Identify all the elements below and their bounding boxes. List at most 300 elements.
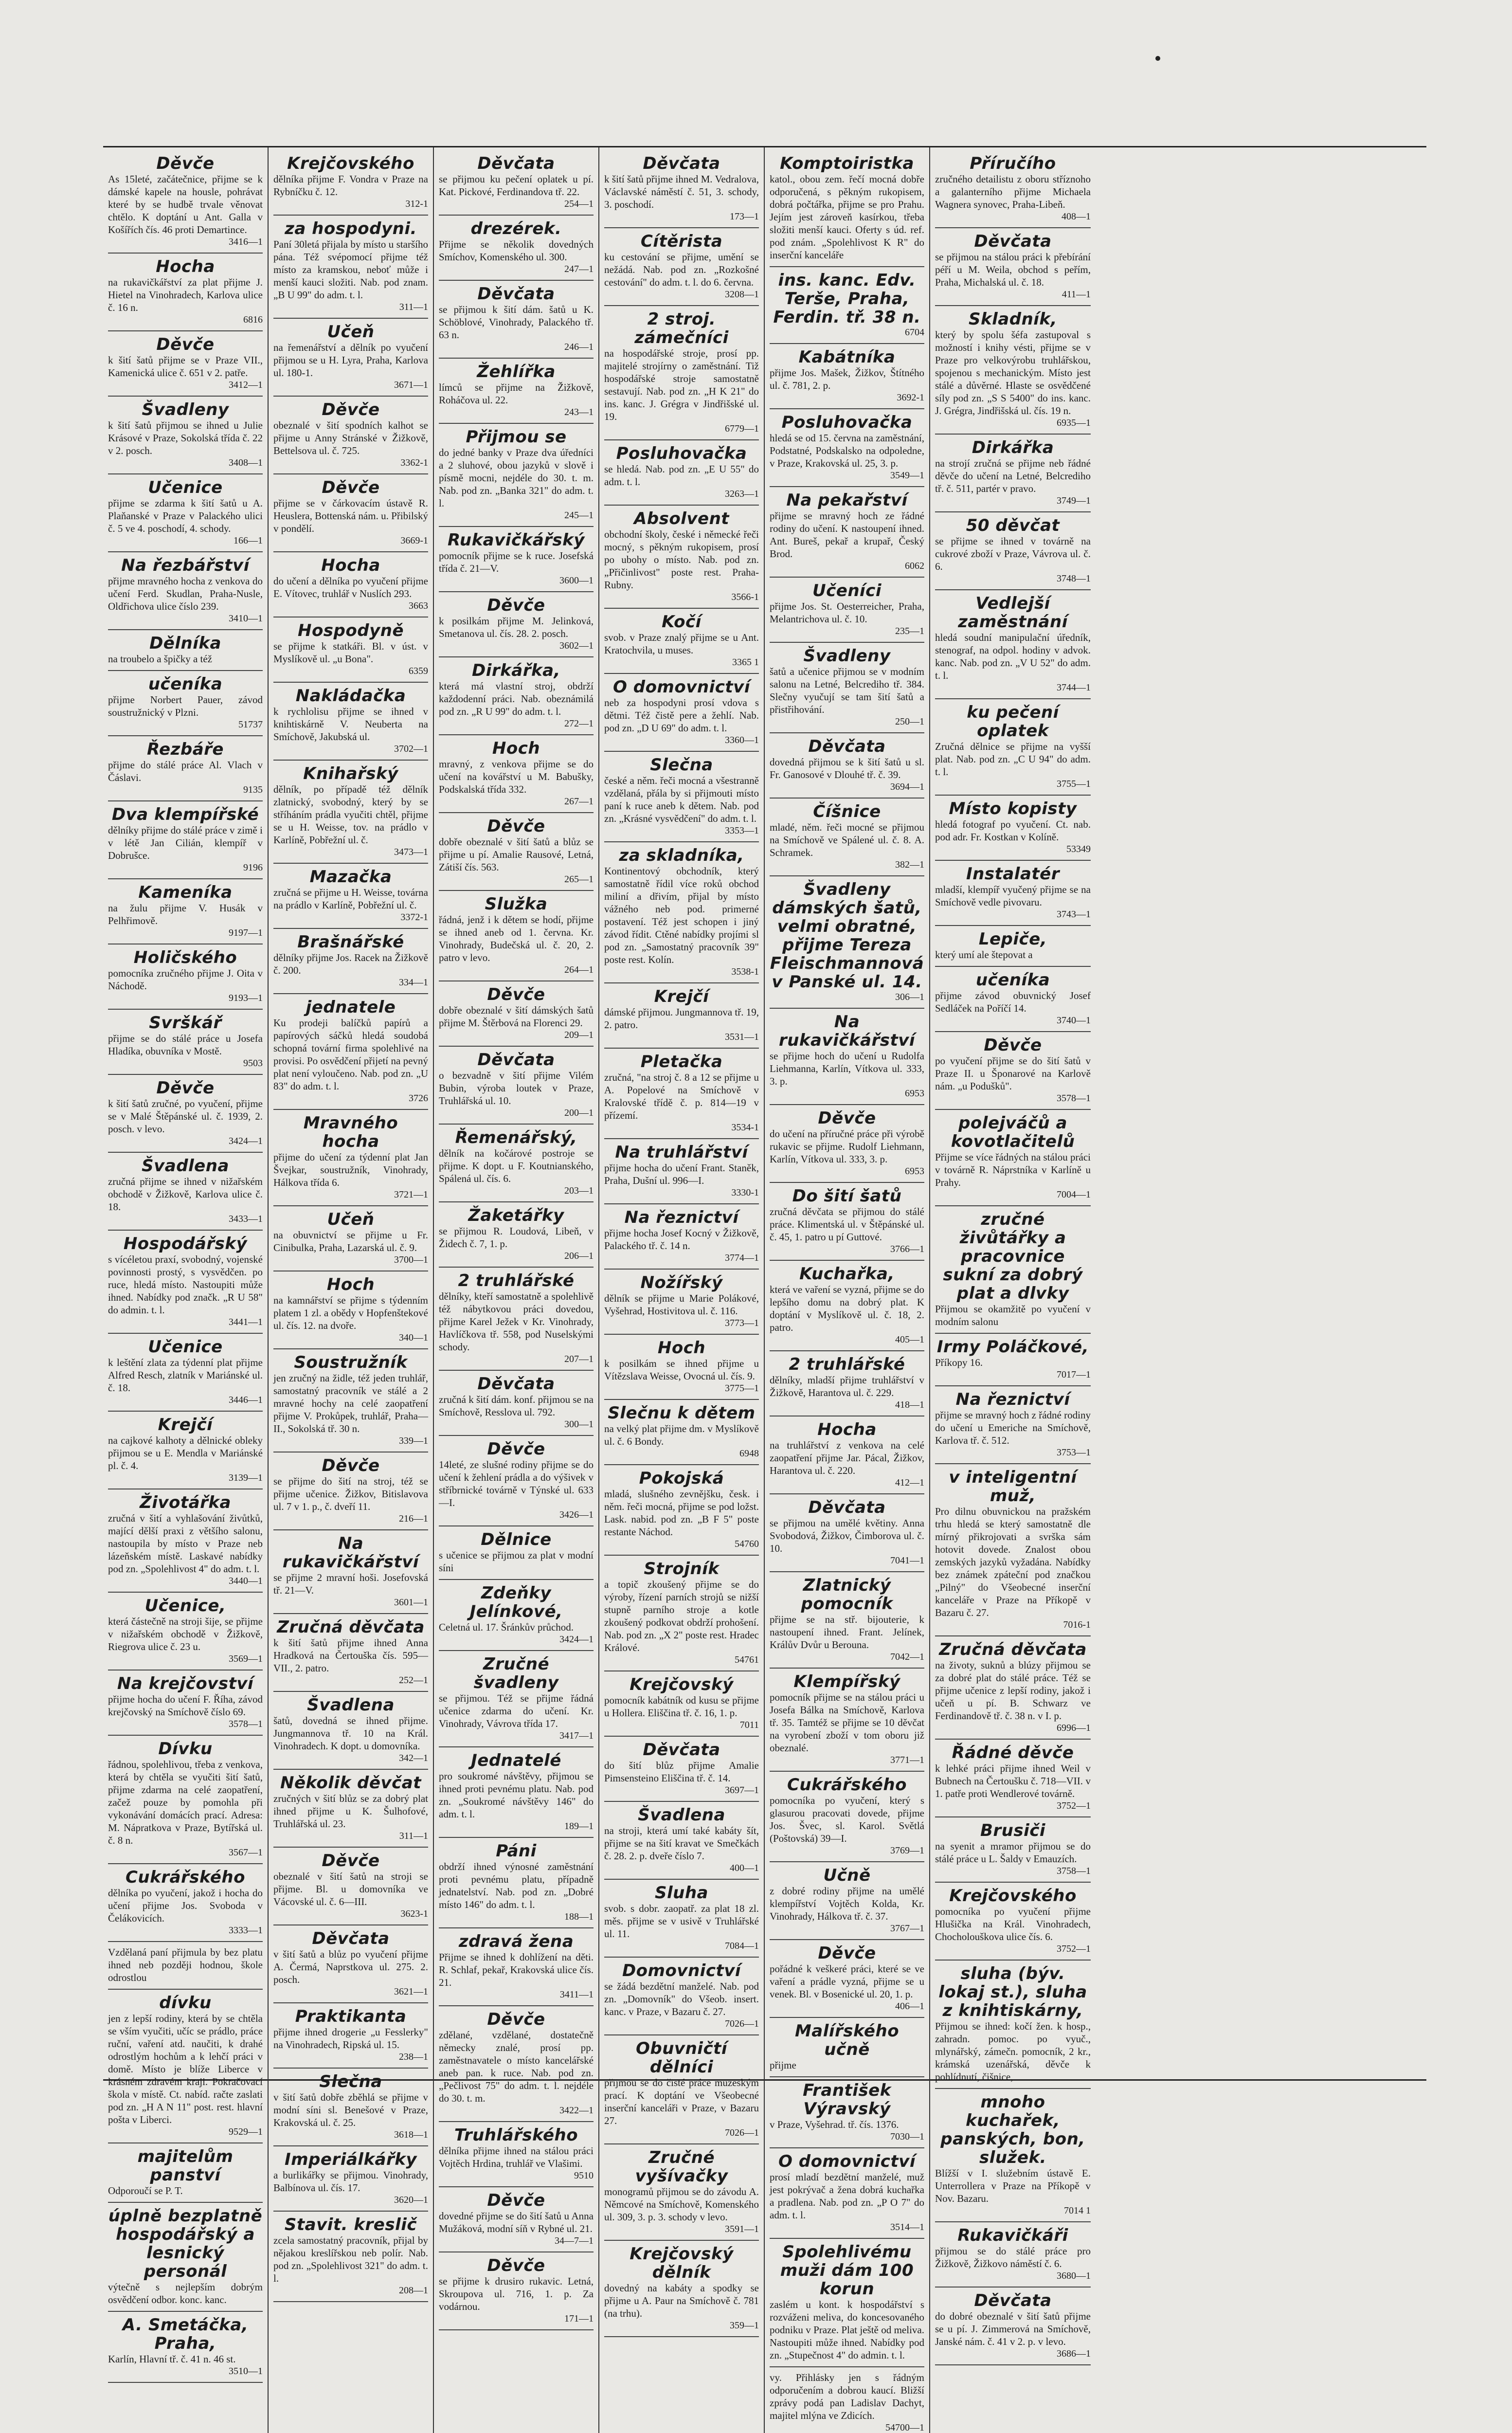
ad-body: dovedné přijme se do šití šatů u Anna Mužáková, modní síň v Rybné ul. 21.	[439, 2210, 594, 2234]
ad-number: 6704	[905, 327, 924, 338]
ad-number: 3534-1	[731, 1122, 759, 1133]
ad-number: 3263—1	[725, 489, 759, 499]
ad-headline: Dva klempířské	[111, 805, 259, 824]
ad-number: 3591—1	[725, 2224, 759, 2234]
ad-number: 3446—1	[229, 1395, 263, 1405]
ad-body: k šití šatů přijme ihned Anna Hradková na Čertouška čís. 595—VII., 2. patro.	[273, 1637, 428, 1674]
classified-ad	[935, 590, 1091, 699]
classified-ad	[439, 981, 594, 1047]
ad-body: Přijme se několik dovedných Smíchov, Komenského ul. 300.	[439, 238, 594, 263]
ad-body: na strojí zručná se přijme neb řádné děvče do učení na Letné, Belcrediho tř. č. 511, partér v pravo.	[935, 457, 1091, 494]
ad-headline: Děvčata	[974, 232, 1052, 251]
ad-headline: Cukrářského	[787, 1775, 907, 1795]
column-5	[765, 147, 930, 2433]
ad-number: 3623-1	[400, 1908, 428, 1919]
ad-body: dělníky, mladší přijme truhlářství v Žižkově, Harantova ul. č. 229.	[770, 1374, 924, 1398]
classified-ad	[770, 1009, 924, 1105]
ad-body: dělníka přijme F. Vondra v Praze na Rybníčku č. 12.	[273, 173, 428, 198]
ad-number: 9510	[574, 2170, 594, 2181]
ad-headline: Cítěrista	[640, 232, 723, 251]
ad-number: 250—1	[895, 716, 924, 727]
ad-number: 208—1	[399, 2285, 428, 2296]
ad-body: který by spolu šéfa zastupoval s možností i knihy vésti, přijme se v Praze pro velkovýrobu truhlářskou, spojenou s mechanickým. Místo jest stálé a důvěrné. Hlaste se osvědčené síly pod zn. „S S 5400" do ins. kanc. J. Grégra, Jindřišská ul. čís. 19 n.	[935, 329, 1091, 417]
ad-headline: Služka	[485, 894, 548, 914]
ad-number: 3567—1	[229, 1847, 263, 1858]
ad-number: 359—1	[730, 2320, 759, 2331]
classified-ad	[273, 1110, 428, 1206]
ad-headline: Lepiče,	[978, 929, 1047, 949]
classified-ad	[108, 1489, 263, 1593]
classified-ad	[108, 254, 263, 331]
ad-headline: O domovnictví	[613, 677, 750, 697]
ad-body: dobře obeznalé v šití dámských šatů přijme M. Štěrbová na Florenci 29.	[439, 1004, 594, 1029]
classified-ad	[935, 1110, 1091, 1206]
ad-headline: Posluhovačka	[781, 413, 913, 432]
ad-body: dělníky přijme Jos. Racek na Žižkově č. 200.	[273, 952, 428, 976]
classified-ad	[935, 2089, 1091, 2222]
classified-ad	[770, 2077, 924, 2148]
newspaper-page	[103, 146, 1426, 2433]
ad-body: mladá, slušného zevnějšku, česk. i něm. řeči mocná, přijme se pod ložst. Lask. nabid. pod zn. „B F 5" poste restante Náchod.	[604, 1488, 759, 1538]
ad-headline: úplně bezplatně hospodářský a lesnický personál	[108, 2206, 263, 2281]
ad-number: 3531—1	[725, 1032, 759, 1042]
ad-number: 3702—1	[394, 744, 428, 754]
ad-number: 216—1	[399, 1513, 428, 1524]
ad-number: 3426—1	[559, 1509, 594, 1520]
classified-ad	[108, 2312, 263, 2383]
ad-headline: Děvčata	[643, 1740, 720, 1760]
ad-headline: Děvče	[818, 1108, 876, 1128]
ad-headline: Švadlena	[307, 1695, 395, 1715]
ad-body: se přijmou k šití dám. šatů u K. Schöblové, Vinohrady, Palackého tř. 63 n.	[439, 304, 594, 341]
classified-ad	[273, 1614, 428, 1692]
ad-number: 3566-1	[731, 592, 759, 602]
ad-number: 54761	[735, 1654, 759, 1665]
ad-headline: Děvčata	[477, 1374, 555, 1394]
ad-body: přijme mravného hocha z venkova do učení Ferd. Skudlan, Praha-Nusle, Oldřichova ulice číslo 239.	[108, 575, 263, 612]
ad-body: v šití šatů a blůz po vyučení přijme A. Čermá, Naprstkova ul. 275. 2. posch.	[273, 1948, 428, 1985]
ad-body: na syenit a mramor přijmou se do stálé práce u L. Šaldy v Emauzích.	[935, 1840, 1091, 1865]
ad-number: 34—7—1	[555, 2235, 594, 2246]
ad-body: přijme Jos. St. Oesterreicher, Praha, Melantrichova ul. č. 10.	[770, 600, 924, 625]
classified-ad	[439, 1268, 594, 1371]
classified-ad	[439, 1838, 594, 1928]
classified-ad	[935, 1206, 1091, 1334]
ad-body: přijme hocha Josef Kocný v Žižkově, Palackého tř. č. 14 n.	[604, 1227, 759, 1252]
classified-ad	[439, 359, 594, 424]
ad-headline: Sluha	[655, 1883, 708, 1903]
ad-body: dělník na kočárové postroje se přijme. K dopt. u F. Koutnianského, Spálená ul. čís. 6.	[439, 1147, 594, 1184]
ad-number: 243—1	[564, 407, 594, 418]
print-dot	[1155, 56, 1160, 61]
ad-number: 264—1	[564, 964, 594, 975]
ad-headline: Mravného hocha	[303, 1113, 398, 1151]
ad-number: 173—1	[730, 211, 759, 222]
classified-ad	[604, 228, 759, 306]
classified-ad	[604, 609, 759, 674]
classified-ad	[273, 1349, 428, 1453]
ad-body: přijme do stálé práce Al. Vlach v Čáslavi.	[108, 759, 263, 783]
ad-number: 3424—1	[229, 1136, 263, 1146]
ad-body: k šití šatů zručné, po vyučení, přijme se v Malé Štěpánské ul. č. 1939, 2. posch. v levo.	[108, 1098, 263, 1135]
ad-number: 311—1	[399, 1831, 428, 1841]
classified-ad	[273, 1271, 428, 1349]
ad-headline: Dirkářka	[972, 438, 1054, 457]
classified-ad	[604, 1270, 759, 1335]
ad-number: 3441—1	[229, 1317, 263, 1327]
ad-body: přijme se mravný hoch ze řádné rodiny do učení. K nastoupení ihned. Ant. Bureš, pekař a krupař, Český Brod.	[770, 510, 924, 560]
classified-ad	[770, 876, 924, 1009]
classified-ad	[439, 1436, 594, 1526]
ad-headline: Děvče	[487, 985, 545, 1004]
ad-headline: Několik děvčat	[280, 1773, 421, 1793]
ad-number: 3620—1	[394, 2195, 428, 2205]
ad-headline: Na rukavičkářství	[778, 1012, 916, 1050]
classified-ad	[439, 2122, 594, 2187]
classified-ad	[439, 424, 594, 527]
ad-body: zdělané, vzdělané, dostatečně německy znalé, prosí pp. zaměstnavatele o místo kancelářské aneb pan. k ruce. Nab. pod zn. „Pečlivost 75" do adm. t. l. nejdéle do 30. t. m.	[439, 2029, 594, 2104]
ad-body: na řemenářství a dělník po vyučení přijmou se u H. Lyra, Praha, Karlova ul. 180-1.	[273, 342, 428, 379]
ad-number: 3365 1	[732, 657, 759, 668]
ad-headline: Zručné švadleny	[473, 1654, 559, 1692]
ad-number: 7026—1	[725, 2018, 759, 2029]
classified-ad	[108, 879, 263, 944]
ad-body: pořádné k veškeré práci, které se ve vaření a prádle vyzná, přijme se u venek. Bl. v Bosenické ul. 20, 1. p.	[770, 1963, 924, 2000]
ad-headline: Děvčata	[477, 154, 555, 173]
ad-number: 7084—1	[725, 1941, 759, 1951]
ad-headline: Děvče	[322, 400, 380, 419]
ad-headline: Učenice	[148, 1337, 223, 1357]
ad-body: na stroji, která umí také kabáty šít, přijme se na šití kravat ve Smečkách č. 28. 2. p. dveře číslo 7.	[604, 1825, 759, 1862]
ad-body: dobře obeznalé v šití šatů a blůz se přijme u pí. Amalie Rausové, Letná, Zátiší čís. 563.	[439, 836, 594, 873]
ad-body: k šití šatů přijme se v Praze VII., Kamenická ulice č. 651 v 2. patře.	[108, 354, 263, 379]
classified-ad	[273, 319, 428, 397]
ad-body: hledá soudní manipulační úředník, stenograf, na odpol. hodiny v advok. kanc. Nab. pod zn. „V U 52" do adm. t. l.	[935, 632, 1091, 681]
ad-body: monogramů přijmou se do závodu A. Němcové na Smíchově, Komenského ul. 309, 3. p. 3. schody v levo.	[604, 2186, 759, 2223]
classified-ad	[108, 1334, 263, 1412]
ad-number: 252—1	[399, 1675, 428, 1686]
ad-headline: Děvčata	[477, 1050, 555, 1070]
ad-headline: Zlatnický pomocník	[801, 1576, 893, 1614]
ad-number: 7017—1	[1057, 1369, 1091, 1380]
classified-ad	[604, 1737, 759, 1802]
ad-headline: Jednatelé	[471, 1751, 561, 1770]
classified-ad	[273, 2069, 428, 2146]
ad-body: do šití blůz přijme Amalie Pimsensteino Eliščina tř. č. 14.	[604, 1760, 759, 1784]
ad-headline: Knihařský	[303, 764, 398, 783]
classified-ad	[273, 1692, 428, 1770]
ad-number: 412—1	[895, 1477, 924, 1488]
ad-headline: Komptoiristka	[780, 154, 914, 173]
ad-headline: Truhlářského	[454, 2125, 578, 2145]
ad-body: přijmou se do stálé práce pro Žižkově, Žižkovo náměstí č. 6.	[935, 2245, 1091, 2270]
classified-ad	[935, 228, 1091, 306]
classified-ad	[439, 150, 594, 216]
ad-number: 3569—1	[229, 1653, 263, 1664]
ad-headline: 50 děvčat	[966, 516, 1060, 535]
ad-body: Přijme se ihned k dohlížení na děti. R. Schlaf, pekař, Krakovská ulice čís. 21.	[439, 1951, 594, 1988]
ad-body: na velký plat přijme dm. v Myslíkově ul. č. 6 Bondy.	[604, 1423, 759, 1447]
classified-ad	[770, 1572, 924, 1669]
ad-headline: Děvče	[984, 1035, 1042, 1055]
ad-body: po vyučení přijme se do šití šatů v Praze II. u Šponarové na Karlově nám. „u Podušků".	[935, 1055, 1091, 1092]
ad-number: 235—1	[895, 626, 924, 636]
ad-body: s učenice se přijmou za plat v modní síni	[439, 1549, 594, 1574]
ad-headline: Děvčata	[974, 2291, 1052, 2310]
classified-ad	[273, 994, 428, 1110]
ad-headline: Zdeňky Jelínkové,	[469, 1583, 563, 1621]
ad-body: Ku prodeji balíčků papírů a papírových sáčků hledá soudobá schopná tovární firma spolehlivé na provisi. Po osvědčení přijetí na pevný plat není vyloučeno. Nab. pod zn. „U 83" do adm. t. l.	[273, 1017, 428, 1092]
ad-number: 9135	[243, 784, 263, 795]
classified-ad	[439, 1047, 594, 1125]
ad-number: 7016-1	[1063, 1619, 1091, 1630]
ad-headline: Hoch	[657, 1338, 706, 1358]
ad-headline: Imperiálkářky	[284, 2150, 417, 2169]
ad-body: obdrží ihned výnosné zaměstnání proti pevnému platu, případně jednatelství. Nab. pod zn. „Dobré místo 146" do adm. t. l.	[439, 1861, 594, 1910]
ad-headline: Kočí	[662, 612, 702, 632]
classified-ad	[770, 799, 924, 876]
classified-ad	[273, 1848, 428, 1925]
ad-body: šatů a učenice přijmou se v modním salonu na Letné, Belcrediho tř. 384. Slečny vyučují se tam šití šatů a přistřihování.	[770, 666, 924, 715]
ad-headline: Na řeznictví	[624, 1208, 739, 1227]
ad-body: Blížší v I. služebním ústavě E. Unterrollera v Praze na Příkopě v Nov. Bazaru.	[935, 2167, 1091, 2204]
classified-ad	[273, 474, 428, 552]
classified-ad	[273, 1530, 428, 1614]
ad-body: jen zručný na židle, též jeden truhlář, samostatný pracovník ve stálé a 2 mravné hochy na celé zaopatření přijme V. Prokůpek, truhlář, Praha—II., Sokolská tř. 30 n.	[273, 1372, 428, 1434]
classified-ad	[770, 733, 924, 799]
ad-number: 3578—1	[229, 1719, 263, 1729]
ad-headline: učeníka	[148, 674, 223, 694]
ad-body: která má vlastní stroj, obdrží každodenní práci. Nab. obeznámilá pod zn. „R U 99" do adm. t. l.	[439, 680, 594, 717]
ad-body: řádná, jenž i k dětem se hodí, přijme se ihned aneb od 1. června. Kr. Vinohrady, Budečská ul. č. 20, 2. patro v levo.	[439, 914, 594, 963]
ad-headline: Žehlířka	[477, 362, 556, 381]
ad-body: na životy, suknů a blúzy přijmou se za dobré plat do stálé práce. Též se přijme učenice z lepší rodiny, jakož i učeň u pí. B. Schwarz ve Ferdinandově tř. č. 38 n. v I. p.	[935, 1659, 1091, 1722]
ad-body: obeznalé v šití spodních kalhot se přijme u Anny Stránské v Žižkově, Bettelsova ul. č. 725.	[273, 419, 428, 456]
ad-headline: Cukrářského	[125, 1868, 245, 1887]
ad-body: jen z lepší rodiny, která by se chtěla se vším vyučiti, učíc se prádlo, práce ruční, vaření atd. naučiti, k drahé odrostlým hochům a k lehčí práci v domě. Místo je blíže Liberce v krásném zdravém kraji. Pokračovací škola v místě. Ct. nabíd. račte zaslati pod zn. „H A N 11" post. rest. hlavní pošta v Liberci.	[108, 2013, 263, 2125]
ad-number: 206—1	[564, 1251, 594, 1261]
ad-body: zcela samostatný pracovník, přijal by nějakou kreslířskou neb polír. Nab. pod zn. „Spolehlivost 321" do adm. t. l.	[273, 2234, 428, 2284]
classified-ad	[770, 409, 924, 487]
ad-number: 3333—1	[229, 1925, 263, 1936]
ad-number: 3752—1	[1057, 1943, 1091, 1954]
ad-headline: Zručná děvčata	[939, 1640, 1087, 1659]
ad-body: přijme se mravný hoch z řádné rodiny do učení u Emeriche na Smíchově, Karlova tř. č. 512.	[935, 1409, 1091, 1446]
classified-ad	[108, 2143, 263, 2203]
ad-body: a burlikářky se přijmou. Vinohrady, Balbínova ul. čís. 17.	[273, 2169, 428, 2194]
ad-number: 54700—1	[885, 2422, 924, 2433]
ad-headline: Stavit. kreslič	[284, 2215, 417, 2234]
ad-number: 3694—1	[890, 781, 924, 792]
ad-number: 3697—1	[725, 1785, 759, 1796]
ad-body: přijme	[770, 2059, 796, 2071]
ad-headline: Instalatér	[966, 864, 1060, 884]
ad-headline: Strojník	[644, 1559, 720, 1579]
ad-number: 7042—1	[890, 1652, 924, 1662]
ad-number: 54760	[735, 1539, 759, 1549]
classified-ad	[935, 1636, 1091, 1740]
ad-body: se přijme do šití na stroj, též se přijme učenice. Žižkov, Bitislavova ul. 7 v 1. p., č. dveří 11.	[273, 1475, 428, 1512]
ad-headline: Učeň	[327, 322, 375, 342]
ad-body: Paní 30letá přijala by místo u staršího pána. Též svépomocí přijme též místo za kramskou, neboť může i menší kauci složiti. Nab. pod znam. „B U 99" do adm. t. l.	[273, 238, 428, 301]
ad-number: 3510—1	[229, 2366, 263, 2377]
ad-headline: Krejčovského	[287, 154, 414, 173]
ad-headline: Nakládačka	[295, 686, 406, 706]
ad-body: Pro dilnu obuvnickou na pražském trhu hledá se který samostatně dle mírný přikrojovati a svrška sám hotovit dovede. Znalost obou zemských jazyků vyžadána. Nabídky bez známek zpáteční pod značkou „Pilný" do Všeobecné inserční kanceláře v Praze na Příkopě v Bazaru č. 27.	[935, 1506, 1091, 1618]
ad-number: 3208—1	[725, 289, 759, 300]
column-4	[599, 147, 765, 2433]
ad-number: 300—1	[564, 1419, 594, 1430]
ad-number: 3700—1	[394, 1254, 428, 1265]
ad-body: k šití šatů přijmou se ihned u Julie Krásové v Praze, Sokolská třída č. 22 v 2. posch.	[108, 419, 263, 456]
ad-body: dělníky, kteří samostatně a spolehlivě též nábytkovou práci dovedou, přijme Karel Ježek v Kr. Vinohrady, Havlíčkova tř. 558, pod Nuselskými schody.	[439, 1290, 594, 1353]
ad-body: katol., obou zem. řečí mocná dobře odporučená, s pěkným rukopisem, dobrá počtářka, přijme se pro Prahu. Jejím jest zároveň kasírkou, třeba složiti menší kauci. Oferty s úd. ref. pod znám. „Spolehlivost K R" do inserční kanceláře	[770, 173, 924, 261]
classified-ad	[770, 2018, 924, 2077]
classified-ad	[770, 2367, 924, 2433]
ad-body: se přijme 2 mravní hoši. Josefovská tř. 21—V.	[273, 1572, 428, 1596]
ad-number: 3749—1	[1057, 495, 1091, 506]
classified-ad	[770, 1105, 924, 1183]
ad-number: 340—1	[399, 1332, 428, 1343]
ad-body: se žádá bezdětní manželé. Nab. pod zn. „Domovník" do Všeob. insert. kanc. v Praze, v Bazaru č. 27.	[604, 1980, 759, 2017]
ad-body: přijme ihned drogerie „u Fesslerky" na Vinohradech, Ripská ul. 15.	[273, 2026, 428, 2051]
classified-ad	[108, 1864, 263, 1942]
ad-body: dovedná přijmou se k šití šatů u sl. Fr. Ganosové v Dlouhé tř. č. 39.	[770, 756, 924, 781]
classified-ad	[604, 1671, 759, 1737]
ad-number: 265—1	[564, 874, 594, 885]
classified-ad	[935, 967, 1091, 1032]
ad-body: zručná přijme se ihned v nižařském obchodě v Žižkově, Karlova ulice č. 18.	[108, 1176, 263, 1213]
ad-number: 306—1	[895, 992, 924, 1002]
ad-number: 6062	[905, 561, 924, 571]
ad-body: obeznalé v šití šatů na stroji se přijme. Bl. u domovníka ve Vácovské ul. č. 6—III.	[273, 1870, 428, 1907]
ad-headline: Učenice	[148, 478, 223, 497]
ad-headline: Švadlena	[638, 1805, 725, 1825]
ad-headline: Páni	[496, 1841, 537, 1861]
ad-number: 400—1	[730, 1863, 759, 1873]
classified-ad	[770, 2239, 924, 2367]
ad-body: k leštění zlata za týdenní plat přijme Alfred Resch, zlatník v Mariánské ul. č. 18.	[108, 1357, 263, 1394]
ad-number: 3514—1	[890, 2222, 924, 2233]
ad-headline: Domovnictví	[622, 1961, 741, 1980]
classified-ad	[273, 1770, 428, 1848]
ad-headline: učeníka	[975, 970, 1050, 990]
ad-headline: Švadleny	[142, 400, 229, 419]
ad-headline: mnoho kuchařek, panských, bon, služek.	[940, 2092, 1085, 2167]
classified-ad	[770, 344, 924, 409]
ad-headline: sluha (býv. lokaj st.), sluha z knihtiskárny,	[938, 1964, 1087, 2020]
classified-ad	[935, 796, 1091, 861]
classified-ad	[935, 926, 1091, 967]
ad-headline: ins. kanc. Edv. Terše, Praha, Ferdin. tř. 38 n.	[773, 271, 921, 327]
ad-body: se přijmou ku pečení oplatek u pí. Kat. Pickové, Ferdinandova tř. 22.	[439, 173, 594, 198]
ad-headline: za skladníka,	[619, 846, 744, 865]
ad-number: 3755—1	[1057, 779, 1091, 789]
classified-ad	[439, 735, 594, 813]
ad-headline: Děvčata	[477, 284, 555, 304]
classified-ad	[273, 683, 428, 761]
ad-number: 3473—1	[394, 847, 428, 857]
ad-number: 312-1	[405, 199, 428, 209]
ad-headline: František Výravský	[803, 2081, 891, 2119]
ad-headline: Pletačka	[640, 1052, 723, 1071]
ad-body: české a něm. řeči mocná a všestranně vzdělaná, přála by si přijmouti místo paní k ruce aneb k dětem. Nab. pod zn. „Krásné vysvědčení" do adm. t. l.	[604, 775, 759, 824]
classified-ad	[439, 216, 594, 281]
ad-headline: Děvče	[487, 1439, 545, 1459]
ad-number: 3411—1	[559, 1989, 594, 2000]
classified-ad	[439, 657, 594, 735]
ad-headline: Klempířský	[793, 1672, 900, 1691]
ad-headline: Posluhovačka	[616, 444, 747, 463]
classified-ad	[935, 1386, 1091, 1464]
ad-number: 334—1	[399, 977, 428, 988]
ad-number: 6779—1	[725, 423, 759, 434]
ad-headline: Slečna	[319, 2072, 382, 2091]
ad-number: 3538-1	[731, 966, 759, 977]
ad-headline: O domovnictví	[778, 2152, 916, 2171]
ad-body: neb za hospodyni prosí vdova s dětmi. Též čistě pere a žehlí. Nab. pod zn. „D U 69" do adm. t. l.	[604, 697, 759, 734]
ad-number: 6935—1	[1057, 418, 1091, 428]
classified-ad	[935, 1883, 1091, 1961]
classified-ad	[273, 864, 428, 929]
ad-body: zručná se přijme u H. Weisse, továrna na prádlo v Karlíně, Pobřežní ul. č.	[273, 887, 428, 911]
ad-body: hledá fotograf po vyučení. Ct. nab. pod adr. Fr. Kostkan v Kolíně.	[935, 818, 1091, 843]
ad-number: 418—1	[895, 1399, 924, 1410]
ad-headline: Děvče	[487, 2256, 545, 2275]
ad-body: As 15leté, začátečnice, přijme se k dámské kapele na housle, pohrávat které by se hudbě trvale věnovat chtělo. K doptání u Ant. Galla v Košířích čís. 46 proti Demartince.	[108, 173, 263, 236]
ad-body: Karlín, Hlavní tř. č. 41 n. 46 st.	[108, 2353, 236, 2365]
ad-headline: Číšnice	[813, 802, 881, 821]
ad-headline: Holičského	[133, 948, 237, 967]
ad-number: 209—1	[564, 1030, 594, 1040]
ad-body: na truhlářství z venkova na celé zaopatření přijme Jar. Pácal, Žižkov, Harantova ul. č. 220.	[770, 1439, 924, 1476]
classified-ad	[935, 1817, 1091, 1883]
ad-headline: v inteligentní muž,	[949, 1468, 1077, 1506]
ad-headline: Slečna	[650, 755, 713, 775]
classified-ad	[604, 1335, 759, 1400]
ad-headline: Praktikanta	[295, 2007, 407, 2026]
classified-ad	[935, 2288, 1091, 2365]
ad-headline: Brusiči	[980, 1821, 1046, 1840]
ad-number: 246—1	[564, 342, 594, 352]
ad-body: vy. Přihlásky jen s řádným odporučením a dobrou kaucí. Bližší zprávy podá pan Ladislav Dachyt, majitel mlýna ve Zdicích.	[770, 2372, 924, 2421]
ad-number: 3767—1	[890, 1923, 924, 1934]
ad-number: 3408—1	[229, 457, 263, 468]
classified-ad	[439, 592, 594, 657]
classified-ad	[770, 578, 924, 643]
ad-number: 3600—1	[559, 575, 594, 586]
ad-body: přijme do učení za týdenní plat Jan Švejkar, soustružník, Vinohrady, Hálkova třída 6.	[273, 1151, 428, 1188]
classified-ad	[604, 506, 759, 609]
ad-body: Přijmou se okamžitě po vyučení v modním salonu	[935, 1303, 1091, 1327]
ad-body: pomocník přijme se na stálou práci u Josefa Bálka na Smíchově, Karlova tř. 35. Tamtéž se přijme se 10 děvčat na vyrobení zboží v tom oboru již obeznalé.	[770, 1691, 924, 1754]
classified-ad	[770, 1416, 924, 1494]
ad-number: 9196	[243, 862, 263, 873]
ad-number: 3671—1	[394, 380, 428, 390]
ad-number: 9503	[243, 1058, 263, 1069]
ad-headline: Hocha	[156, 257, 215, 276]
ad-headline: Kabátníka	[798, 347, 896, 367]
column-6	[930, 147, 1096, 2433]
ad-body: přijme se v čárkovacím ústavě R. Heuslera, Bottenská nám. u. Přibilský v pondělí.	[273, 497, 428, 534]
ad-body: se přijme hoch do učení u Rudolfa Liehmanna, Karlín, Vítkova ul. 333, 3. p.	[770, 1050, 924, 1087]
ad-body: dovedný na kabáty a spodky se přijme u A. Paur na Smíchově č. 781 (na trhu).	[604, 2282, 759, 2319]
ad-body: pro soukromé návštěvy, přijmou se ihned proti pevnému platu. Nab. pod zn. „Soukromé návštěvy 146" do adm. t. l.	[439, 1770, 594, 1820]
ad-headline: Nožířský	[640, 1273, 723, 1292]
ad-number: 7014 1	[1064, 2205, 1091, 2216]
ad-headline: ku pečení oplatek	[967, 703, 1059, 741]
ad-headline: Brašnářské	[297, 932, 404, 952]
